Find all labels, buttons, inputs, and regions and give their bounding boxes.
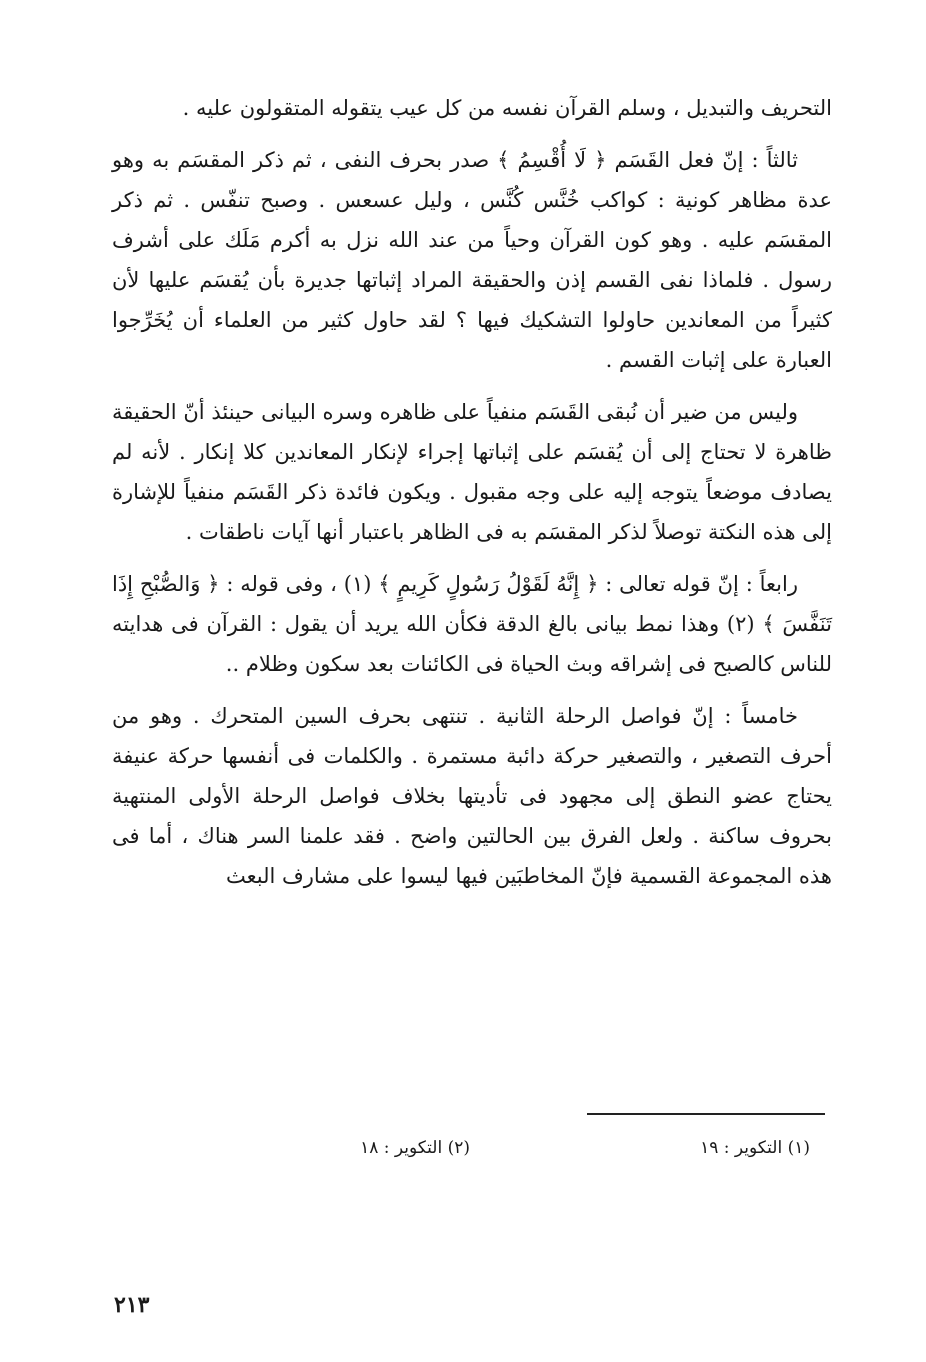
footnote-2: (٢) التكوير : ١٨ bbox=[360, 1138, 470, 1158]
paragraph-5: خامساً : إنّ فواصل الرحلة الثانية . تنتهى بحرف السين المتحرك . وهو من أحرف التصغير ، والتصغير حركة دائبة مستمرة . والكلمات فى أنفسها حركة عنيفة يحتاج عضو النطق إلى مجهود فى تأديتها بخلاف فواصل الرحلة الأولى المنتهية بحروف ساكنة . ولعل الفرق بين الحالتين واضح . فقد علمنا السر هناك ، أما فى هذه المجموعة القسمية فإنّ المخاطبَين فيها ليسوا على مشارف البعث bbox=[112, 704, 832, 888]
paragraph-3: وليس من ضير أن نُبقى القَسَم منفياً على ظاهره وسره البيانى حينئذ أنّ الحقيقة ظاهرة لا تحتاج إلى أن يُقسَم على إثباتها إجراء لإنكار المعاندين كلا إنكار . لأنه لم يصادف موضعاً يتوجه إليه على وجه مقبول . ويكون فائدة ذكر القَسَم منفياً للإشارة إلى هذه النكتة توصلاً لذكر المقسَم به فى الظاهر باعتبار أنها آيات ناطقات . bbox=[112, 400, 832, 544]
footnotes bbox=[300, 1138, 810, 1168]
paragraph-4: رابعاً : إنّ قوله تعالى : ﴿ إِنَّهُ لَقَوْلُ رَسُولٍ كَرِيمٍ ﴾ (١) ، وفى قوله : ﴿ وَالصُّبْحِ إِذَا تَنَفَّسَ ﴾ (٢) وهذا نمط بيانى بالغ الدقة فكأن الله يريد أن يقول : القرآن فى هدايته للناس كالصبح فى إشراقه وبث الحياة فى الكائنات بعد سكون وظلام .. bbox=[112, 572, 832, 676]
paragraph-1: التحريف والتبديل ، وسلم القرآن نفسه من كل عيب يتقوله المتقولون عليه . bbox=[182, 96, 832, 120]
paragraph-2: ثالثاً : إنّ فعل القَسَم ﴿ لَا أُقْسِمُ ﴾ صدر بحرف النفى ، ثم ذكر المقسَم به وهو عدة مظاهر كونية : كواكب خُنَّس كُنَّس ، وليل عسعس . وصبح تنفّس . ثم ذكر المقسَم عليه . وهو كون القرآن وحياً من عند الله نزل به أكرم مَلَك على أشرف رسول . فلماذا نفى القسم إذن والحقيقة المراد إثباتها جديرة بأن يُقسَم عليها لأن كثيراً من المعاندين حاولوا التشكيك فيها ؟ لقد حاول كثير من العلماء أن يُخَرِّجوا العبارة على إثبات القسم . bbox=[112, 148, 832, 372]
footnote-divider bbox=[587, 1113, 825, 1115]
footnote-1: (١) التكوير : ١٩ bbox=[700, 1138, 810, 1158]
page-body bbox=[112, 88, 832, 908]
page-number: ٢١٣ bbox=[114, 1292, 150, 1318]
